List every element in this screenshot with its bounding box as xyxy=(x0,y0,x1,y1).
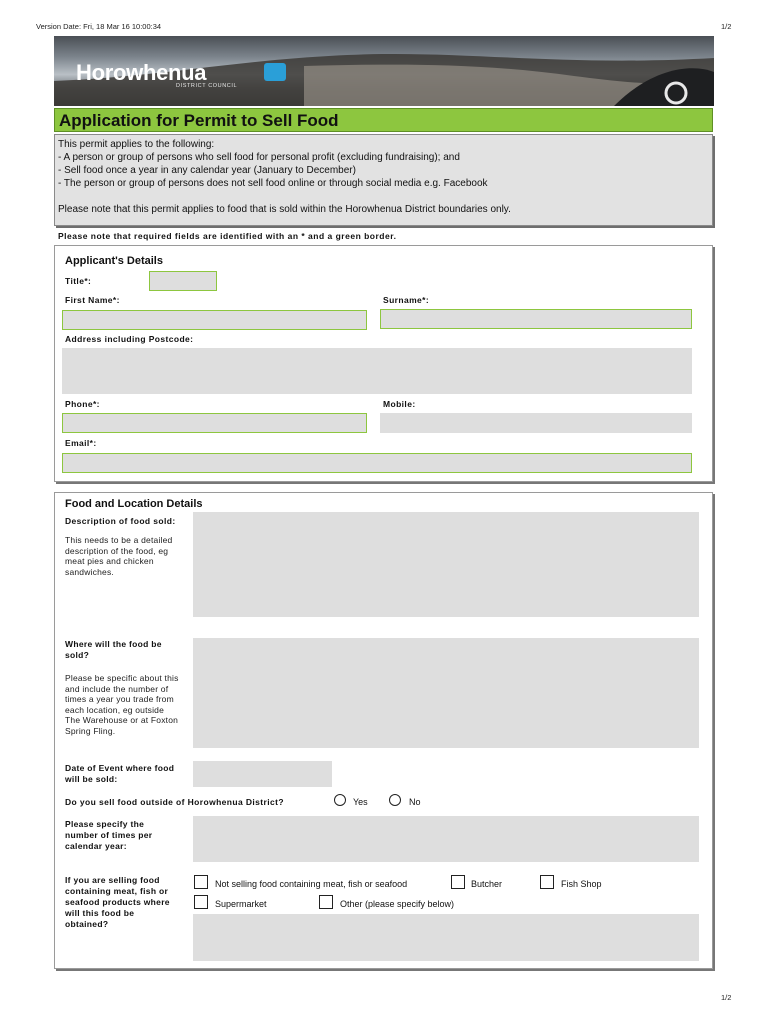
other-checkbox[interactable] xyxy=(319,895,333,909)
phone-label: Phone*: xyxy=(65,399,100,409)
not-selling-meat-label: Not selling food containing meat, fish or seafood xyxy=(215,879,408,889)
meat-source-other-field[interactable] xyxy=(193,914,699,961)
council-logo-text: Horowhenua xyxy=(76,60,207,85)
where-help: Please be specific about this and include the number of times a year you trade from each location, eg outside The Warehouse or at Foxton Spring Fling. xyxy=(65,673,179,736)
council-logo-icon xyxy=(264,63,286,81)
description-field[interactable] xyxy=(193,512,699,617)
food-location-panel xyxy=(54,492,713,969)
surname-field[interactable] xyxy=(380,309,692,329)
butcher-label: Butcher xyxy=(471,879,503,889)
not-selling-meat-checkbox[interactable] xyxy=(194,875,208,889)
times-label: Please specify the number of times per calendar year: xyxy=(65,819,153,851)
description-help: This needs to be a detailed description of the food, eg meat pies and chicken sandwiches. xyxy=(65,535,173,577)
form-title: Application for Permit to Sell Food xyxy=(59,111,339,130)
food-section-title: Food and Location Details xyxy=(65,498,203,510)
applicant-section-title: Applicant's Details xyxy=(65,255,163,267)
meat-source-label: If you are selling food containing meat, fish or seafood products where will this food be obtained? xyxy=(65,875,170,929)
date-label: Date of Event where food will be sold: xyxy=(65,763,175,784)
email-label: Email*: xyxy=(65,438,97,448)
where-label: Where will the food be sold? xyxy=(65,639,162,660)
intro-note: Please note that this permit applies to food that is sold within the Horowhenua District boundaries only. xyxy=(58,204,511,215)
other-label: Other (please specify below) xyxy=(340,899,455,909)
intro-line: - The person or group of persons does not sell food online or through social media e.g. Facebook xyxy=(58,178,488,189)
surname-label: Surname*: xyxy=(383,295,430,305)
intro-line: This permit applies to the following: xyxy=(58,139,215,150)
title-label: Title*: xyxy=(65,276,92,286)
first-name-field[interactable] xyxy=(62,310,367,330)
first-name-label: First Name*: xyxy=(65,295,120,305)
required-fields-note: Please note that required fields are identified with an * and a green border. xyxy=(58,231,397,241)
page-number-top: 1/2 xyxy=(721,22,732,31)
supermarket-label: Supermarket xyxy=(215,899,267,909)
council-logo-subtitle: DISTRICT COUNCIL xyxy=(176,83,238,89)
fish-shop-checkbox[interactable] xyxy=(540,875,554,889)
version-date: Version Date: Fri, 18 Mar 16 10:00:34 xyxy=(36,22,162,31)
supermarket-checkbox[interactable] xyxy=(194,895,208,909)
butcher-checkbox[interactable] xyxy=(451,875,465,889)
no-radio[interactable] xyxy=(389,794,401,806)
yes-radio[interactable] xyxy=(334,794,346,806)
times-field[interactable] xyxy=(193,816,699,862)
intro-line: - A person or group of persons who sell food for personal profit (excluding fundraising); and xyxy=(58,152,460,163)
address-field[interactable] xyxy=(62,348,692,394)
intro-box xyxy=(54,134,713,226)
yes-label: Yes xyxy=(353,797,368,807)
fish-shop-label: Fish Shop xyxy=(561,879,602,889)
where-field[interactable] xyxy=(193,638,699,748)
address-label: Address including Postcode: xyxy=(65,334,194,344)
intro-line: - Sell food once a year in any calendar year (January to December) xyxy=(58,165,356,176)
phone-field[interactable] xyxy=(62,413,367,433)
no-label: No xyxy=(409,797,421,807)
outside-district-question: Do you sell food outside of Horowhenua District? xyxy=(65,797,284,807)
page-number-bottom: 1/2 xyxy=(721,993,732,1002)
email-field[interactable] xyxy=(62,453,692,473)
mobile-label: Mobile: xyxy=(383,399,416,409)
applicant-details-panel xyxy=(54,245,713,482)
council-banner xyxy=(54,36,714,106)
description-label: Description of food sold: xyxy=(65,516,176,526)
title-field[interactable] xyxy=(149,271,217,291)
mobile-field[interactable] xyxy=(380,413,692,433)
date-field[interactable] xyxy=(193,761,332,787)
form-title-bar xyxy=(54,108,713,132)
